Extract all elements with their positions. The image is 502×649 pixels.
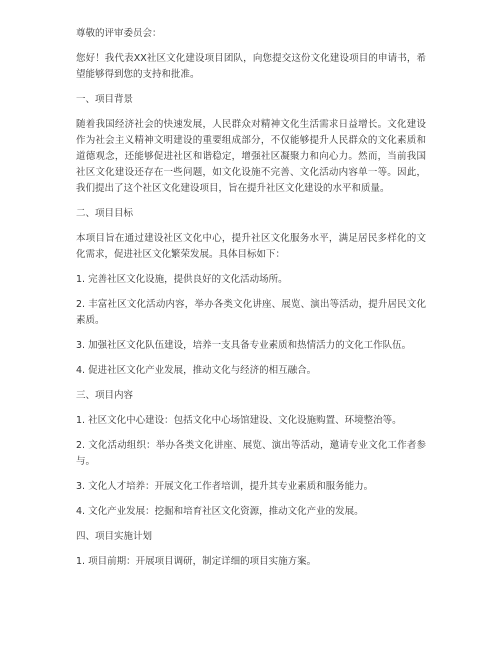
section-heading-background: 一、项目背景 — [76, 94, 134, 105]
content-item: 2. 文化活动组织：举办各类文化讲座、展览、演出等活动，邀请专业文化工作者参与。 — [76, 440, 426, 467]
background-paragraph: 随着我国经济社会的快速发展，人民群众对精神文化生活需求日益增长。文化建设作为社会主义精神文明建设的重要组成部分，不仅能够提升人民群众的文化素质和道德观念，还能够促进社区和谐稳定，增强社区凝聚力和向心力。然而，当前我国社区文化建设还存在一些问题，如文化设施不完善、文化活动内容单一等。因此，我们提出了这个社区文化建设项目，旨在提升社区文化建设的水平和质量。 — [76, 119, 426, 194]
content-item: 4. 文化产业发展：挖掘和培育社区文化资源，推动文化产业的发展。 — [76, 506, 364, 517]
goal-item: 4. 促进社区文化产业发展，推动文化与经济的相互融合。 — [76, 365, 317, 376]
salutation: 尊敬的评审委员会： — [76, 28, 162, 39]
plan-item: 1. 项目前期：开展项目调研，制定详细的项目实施方案。 — [76, 556, 317, 567]
goals-paragraph: 本项目旨在通过建设社区文化中心，提升社区文化服务水平，满足居民多样化的文化需求，促进社区文化繁荣发展。具体目标如下： — [76, 233, 426, 260]
intro-paragraph: 您好！我代表XX社区文化建设项目团队，向您提交这份文化建设项目的申请书，希望能够得到您的支持和批准。 — [76, 53, 426, 80]
goal-item: 2. 丰富社区文化活动内容，举办各类文化讲座、展览、演出等活动，提升居民文化素质。 — [76, 299, 426, 326]
goal-item: 3. 加强社区文化队伍建设，培养一支具备专业素质和热情活力的文化工作队伍。 — [76, 340, 412, 351]
section-heading-goals: 二、项目目标 — [76, 208, 134, 219]
content-item: 1. 社区文化中心建设：包括文化中心场馆建设、文化设施购置、环境整治等。 — [76, 415, 402, 426]
section-heading-plan: 四、项目实施计划 — [76, 531, 153, 542]
content-item: 3. 文化人才培养：开展文化工作者培训，提升其专业素质和服务能力。 — [76, 481, 374, 492]
section-heading-content: 三、项目内容 — [76, 390, 134, 401]
goal-item: 1. 完善社区文化设施，提供良好的文化活动场所。 — [76, 274, 288, 285]
